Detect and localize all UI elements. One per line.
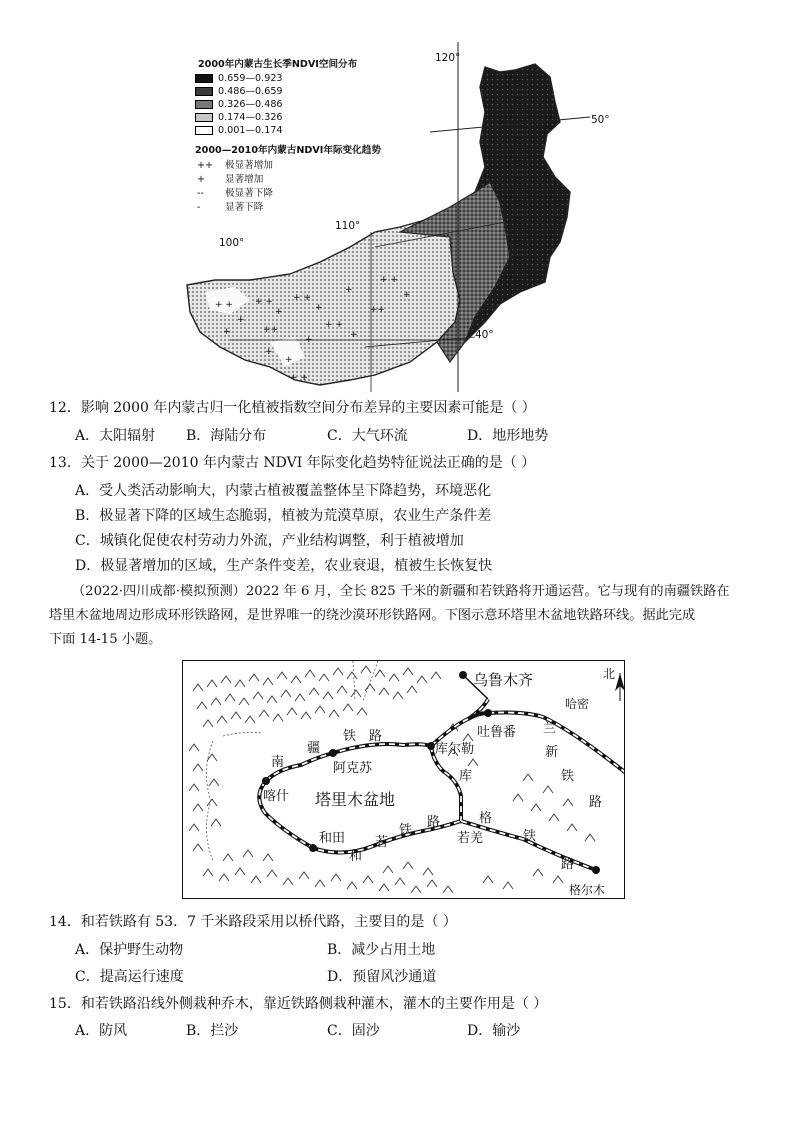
trend-row xyxy=(197,157,273,171)
kashgar-label: 喀什 xyxy=(263,789,290,804)
svg-text:+: + xyxy=(350,330,358,340)
trend-row xyxy=(197,199,273,213)
question-14-stem: 14．和若铁路有 53．7 千米路段采用以桥代路，主要目的是（ ） xyxy=(49,914,457,930)
kuge-char-tie: 铁 xyxy=(523,829,537,844)
tarim-basin-label: 塔里木盆地 xyxy=(315,790,396,809)
heruo-char-ruo: 若 xyxy=(375,835,389,850)
svg-text:+ +: + + xyxy=(215,300,233,310)
legend-range-label: 0.659—0.923 xyxy=(218,73,283,84)
hotan-label: 和田 xyxy=(319,831,346,846)
passage-line: 塔里木盆地周边形成环形铁路网，是世界唯一的绕沙漠环形铁路网。下图示意环塔里木盆地铁路环线。据此完成 xyxy=(49,608,696,623)
latitude-50-label: 50° xyxy=(591,114,610,126)
lanxin-char-tie: 铁 xyxy=(561,769,575,784)
q14-option-b[interactable]: B．减少占用土地 xyxy=(327,942,436,958)
q12-option-d[interactable]: D．地形地势 xyxy=(467,428,549,444)
svg-text:+: + xyxy=(345,285,353,295)
latitude-40-label: 40° xyxy=(475,329,494,341)
q14-option-d[interactable]: D．预留风沙通道 xyxy=(327,969,437,985)
trend-symbol: -- xyxy=(197,188,204,199)
svg-text:+ +: + + xyxy=(293,293,311,303)
kuge-char-lu: 路 xyxy=(561,857,575,872)
svg-text:+: + xyxy=(403,290,411,300)
q13-option-b[interactable]: B．极显著下降的区域生态脆弱，植被为荒漠草原，农业生产条件差 xyxy=(75,508,492,524)
legend-swatch xyxy=(195,74,213,83)
longitude-120-label: 120° xyxy=(435,52,461,64)
legend-row xyxy=(195,98,283,111)
legend-swatch xyxy=(195,113,213,122)
trend-label: 极显著增加 xyxy=(225,160,273,171)
ndvi-map-title: 2000年内蒙古生长季NDVI空间分布 xyxy=(198,59,358,70)
station-dots xyxy=(262,671,603,874)
north-arrow-icon xyxy=(615,673,625,701)
svg-text:+: + xyxy=(223,327,231,337)
longitude-100-label: 100° xyxy=(219,237,245,249)
q14-option-a[interactable]: A．保护野生动物 xyxy=(75,942,184,958)
legend-row xyxy=(195,72,283,85)
mountain-symbols xyxy=(189,666,595,893)
ndvi-legend xyxy=(195,72,283,137)
svg-text:+ +: + + xyxy=(380,275,398,285)
svg-text:++: ++ xyxy=(263,325,279,335)
q12-option-c[interactable]: C．大气环流 xyxy=(327,428,408,444)
heruo-char-he: 和 xyxy=(349,849,363,864)
hami-label: 哈密 xyxy=(565,697,590,711)
trend-symbol: ++ xyxy=(197,160,214,171)
q14-option-c[interactable]: C．提高运行速度 xyxy=(75,969,184,985)
heruo-char-lu: 路 xyxy=(427,815,441,830)
golmud-label: 格尔木 xyxy=(569,883,606,897)
turpan-label: 吐鲁番 xyxy=(477,725,517,740)
legend-swatch xyxy=(195,126,213,135)
north-label: 北 xyxy=(603,667,616,681)
legend-range-label: 0.174—0.326 xyxy=(218,112,283,123)
ndvi-trend-legend xyxy=(197,157,273,213)
svg-text:+: + xyxy=(265,347,273,357)
passage-line: 下面 14-15 小题。 xyxy=(49,632,162,647)
aksu-label: 阿克苏 xyxy=(333,761,373,776)
legend-row xyxy=(195,111,283,124)
q15-option-b[interactable]: B．拦沙 xyxy=(186,1023,239,1039)
q15-option-d[interactable]: D．输沙 xyxy=(467,1023,521,1039)
svg-text:++: ++ xyxy=(370,305,386,315)
question-15-stem: 15．和若铁路沿线外侧栽种乔木，靠近铁路侧栽种灌木，灌木的主要作用是（ ） xyxy=(49,996,548,1012)
korla-label: 库尔勒 xyxy=(435,742,475,757)
trend-label: 显著下降 xyxy=(225,202,264,213)
trend-symbol: + xyxy=(197,174,206,185)
tarim-railway-map xyxy=(182,660,625,899)
svg-text:+: + xyxy=(275,307,283,317)
trend-row xyxy=(197,171,273,185)
question-12-stem: 12．影响 2000 年内蒙古归一化植被指数空间分布差异的主要因素可能是（ ） xyxy=(49,400,536,416)
svg-text:+: + xyxy=(237,315,245,325)
trend-label: 极显著下降 xyxy=(225,188,273,199)
ruoqiang-label: 若羌 xyxy=(457,831,484,846)
ndvi-trend-title: 2000—2010年内蒙古NDVI年际变化趋势 xyxy=(195,145,381,156)
nanjiang-char-jiang: 疆 xyxy=(307,741,321,756)
trend-row xyxy=(197,185,273,199)
trend-symbol: - xyxy=(197,202,201,213)
legend-swatch xyxy=(195,87,213,96)
svg-text:+ +: + + xyxy=(325,320,343,330)
q13-option-d[interactable]: D．极显著增加的区域，生产条件变差，农业衰退，植被生长恢复快 xyxy=(75,558,493,574)
q15-option-c[interactable]: C．固沙 xyxy=(327,1023,380,1039)
svg-text:+ +: + + xyxy=(255,297,273,307)
trend-label: 显著增加 xyxy=(225,174,264,185)
q13-option-a[interactable]: A．受人类活动影响大，内蒙古植被覆盖整体呈下降趋势，环境恶化 xyxy=(75,483,492,499)
svg-text:+: + xyxy=(285,355,293,365)
legend-range-label: 0.486—0.659 xyxy=(218,86,283,97)
nanjiang-char-lu: 路 xyxy=(369,729,383,744)
passage-intro xyxy=(49,580,759,652)
heruo-char-tie: 铁 xyxy=(399,823,413,838)
q13-option-c[interactable]: C．城镇化促使农村劳动力外流，产业结构调整，利于植被增加 xyxy=(75,533,464,549)
legend-row xyxy=(195,124,283,137)
nanjiang-char-nan: 南 xyxy=(271,755,285,770)
svg-text:+: + xyxy=(305,335,313,345)
passage-line: （2022·四川成都·模拟预测）2022 年 6 月，全长 825 千米的新疆和若铁路将开通运营。它与现有的南疆铁路在 xyxy=(72,584,730,599)
legend-range-label: 0.326—0.486 xyxy=(218,99,283,110)
q12-option-a[interactable]: A．太阳辐射 xyxy=(75,428,156,444)
lanxin-char-lu: 路 xyxy=(589,795,603,810)
lanxin-char-lan: 兰 xyxy=(543,721,557,736)
question-13-stem: 13．关于 2000—2010 年内蒙古 NDVI 年际变化趋势特征说法正确的是（ ） xyxy=(49,455,536,471)
svg-text:+: + xyxy=(315,303,323,313)
railway-map-graphic xyxy=(183,661,625,899)
legend-row xyxy=(195,85,283,98)
urumqi-label: 乌鲁木齐 xyxy=(473,671,534,689)
longitude-110-label: 110° xyxy=(335,220,361,232)
lanxin-char-xin: 新 xyxy=(545,745,559,760)
nanjiang-char-tie: 铁 xyxy=(343,729,357,744)
svg-text:+ +: + + xyxy=(290,373,308,383)
ndvi-map-figure xyxy=(175,42,625,392)
kuge-char-ku: 库 xyxy=(459,769,473,784)
q12-option-b[interactable]: B．海陆分布 xyxy=(186,428,267,444)
legend-range-label: 0.001—0.174 xyxy=(218,125,283,136)
kuge-char-ge: 格 xyxy=(479,811,493,826)
q15-option-a[interactable]: A．防风 xyxy=(75,1023,128,1039)
legend-swatch xyxy=(195,100,213,109)
